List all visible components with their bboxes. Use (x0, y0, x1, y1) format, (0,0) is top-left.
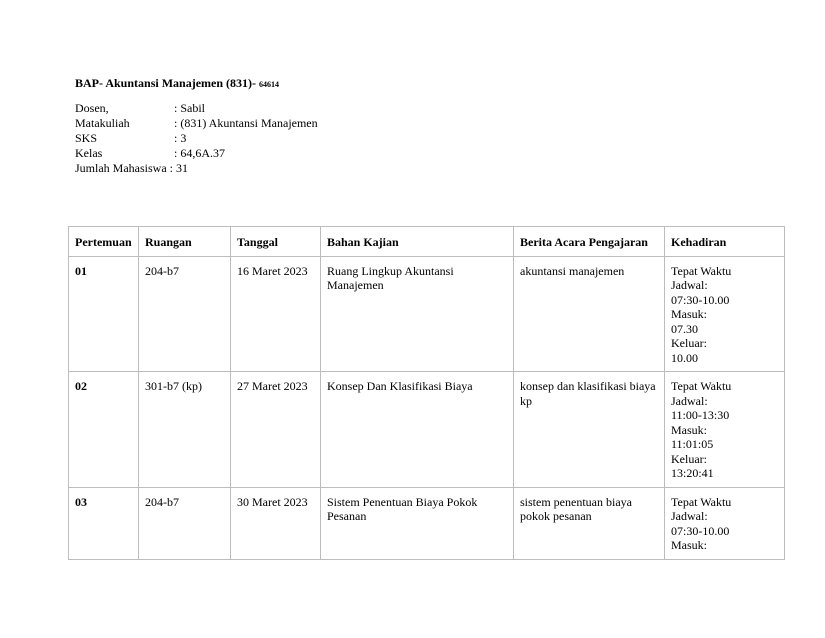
cell-berita-acara: akuntansi manajemen (514, 256, 665, 372)
kehadiran-line: Keluar: (671, 451, 707, 466)
info-row-dosen (75, 101, 318, 116)
column-header-bahan-kajian: Bahan Kajian (321, 227, 514, 257)
cell-bahan-kajian: Konsep Dan Klasifikasi Biaya (321, 372, 514, 488)
cell-ruangan: 301-b7 (kp) (139, 372, 231, 488)
info-value: : Sabil (174, 101, 206, 115)
cell-pertemuan: 02 (69, 372, 139, 488)
column-header-pertemuan: Pertemuan (69, 227, 139, 257)
kehadiran-line: Jadwal: (671, 393, 708, 408)
cell-tanggal: 16 Maret 2023 (231, 256, 321, 372)
kehadiran-line: 07.30 (671, 321, 698, 336)
table-row (69, 256, 785, 372)
cell-kehadiran (665, 372, 785, 488)
info-value: : (831) Akuntansi Manajemen (174, 116, 318, 130)
kehadiran-line: Masuk: (671, 307, 707, 321)
info-label: Matakuliah (75, 116, 130, 130)
cell-kehadiran (665, 487, 785, 559)
info-row-matakuliah (75, 116, 318, 131)
table-header-row (69, 227, 785, 257)
info-label: Dosen, (75, 101, 109, 115)
kehadiran-line: Tepat Waktu (671, 379, 732, 393)
kehadiran-line: 11:00-13:30 (671, 408, 730, 422)
cell-berita-acara: konsep dan klasifikasi biaya kp (514, 372, 665, 488)
kehadiran-line: Tepat Waktu (671, 263, 732, 278)
kehadiran-line: Jadwal: (671, 278, 708, 292)
info-value: : 31 (169, 161, 188, 175)
title-text: BAP- Akuntansi Manajemen (831)- (75, 76, 257, 90)
column-header-berita-acara: Berita Acara Pengajaran (514, 227, 665, 257)
kehadiran-line: 07:30-10.00 (671, 292, 730, 307)
info-value: : 3 (174, 131, 187, 145)
info-label: SKS (75, 131, 98, 145)
kehadiran-line: 10.00 (671, 350, 698, 365)
cell-kehadiran (665, 256, 785, 372)
kehadiran-line: 11:01:05 (671, 437, 714, 451)
info-label: Kelas (75, 146, 103, 160)
cell-bahan-kajian: Ruang Lingkup Akuntansi Manajemen (321, 256, 514, 372)
info-label: Jumlah Mahasiswa (75, 161, 167, 175)
column-header-tanggal: Tanggal (231, 227, 321, 257)
cell-ruangan: 204-b7 (139, 487, 231, 559)
attendance-table (68, 226, 785, 560)
cell-tanggal: 27 Maret 2023 (231, 372, 321, 488)
table-row (69, 487, 785, 559)
info-row-jumlah-mahasiswa (75, 161, 318, 176)
cell-ruangan: 204-b7 (139, 256, 231, 372)
title-code: 64614 (259, 80, 280, 89)
info-value: : 64,6A.37 (174, 146, 225, 160)
column-header-ruangan: Ruangan (139, 227, 231, 257)
info-row-kelas (75, 146, 318, 161)
kehadiran-line: Keluar: (671, 336, 707, 350)
cell-berita-acara: sistem penentuan biaya pokok pesanan (514, 487, 665, 559)
cell-bahan-kajian: Sistem Penentuan Biaya Pokok Pesanan (321, 487, 514, 559)
cell-tanggal: 30 Maret 2023 (231, 487, 321, 559)
course-info (75, 101, 318, 176)
kehadiran-line: Masuk: (671, 538, 707, 552)
kehadiran-line: 07:30-10.00 (671, 523, 730, 538)
table-row (69, 372, 785, 488)
document-title (75, 76, 279, 91)
column-header-kehadiran: Kehadiran (665, 227, 785, 257)
kehadiran-line: 13:20:41 (671, 466, 714, 480)
cell-pertemuan: 01 (69, 256, 139, 372)
kehadiran-line: Jadwal: (671, 509, 708, 523)
cell-pertemuan: 03 (69, 487, 139, 559)
kehadiran-line: Masuk: (671, 422, 707, 437)
attendance-table-container (68, 226, 784, 560)
kehadiran-line: Tepat Waktu (671, 494, 732, 509)
info-row-sks (75, 131, 318, 146)
